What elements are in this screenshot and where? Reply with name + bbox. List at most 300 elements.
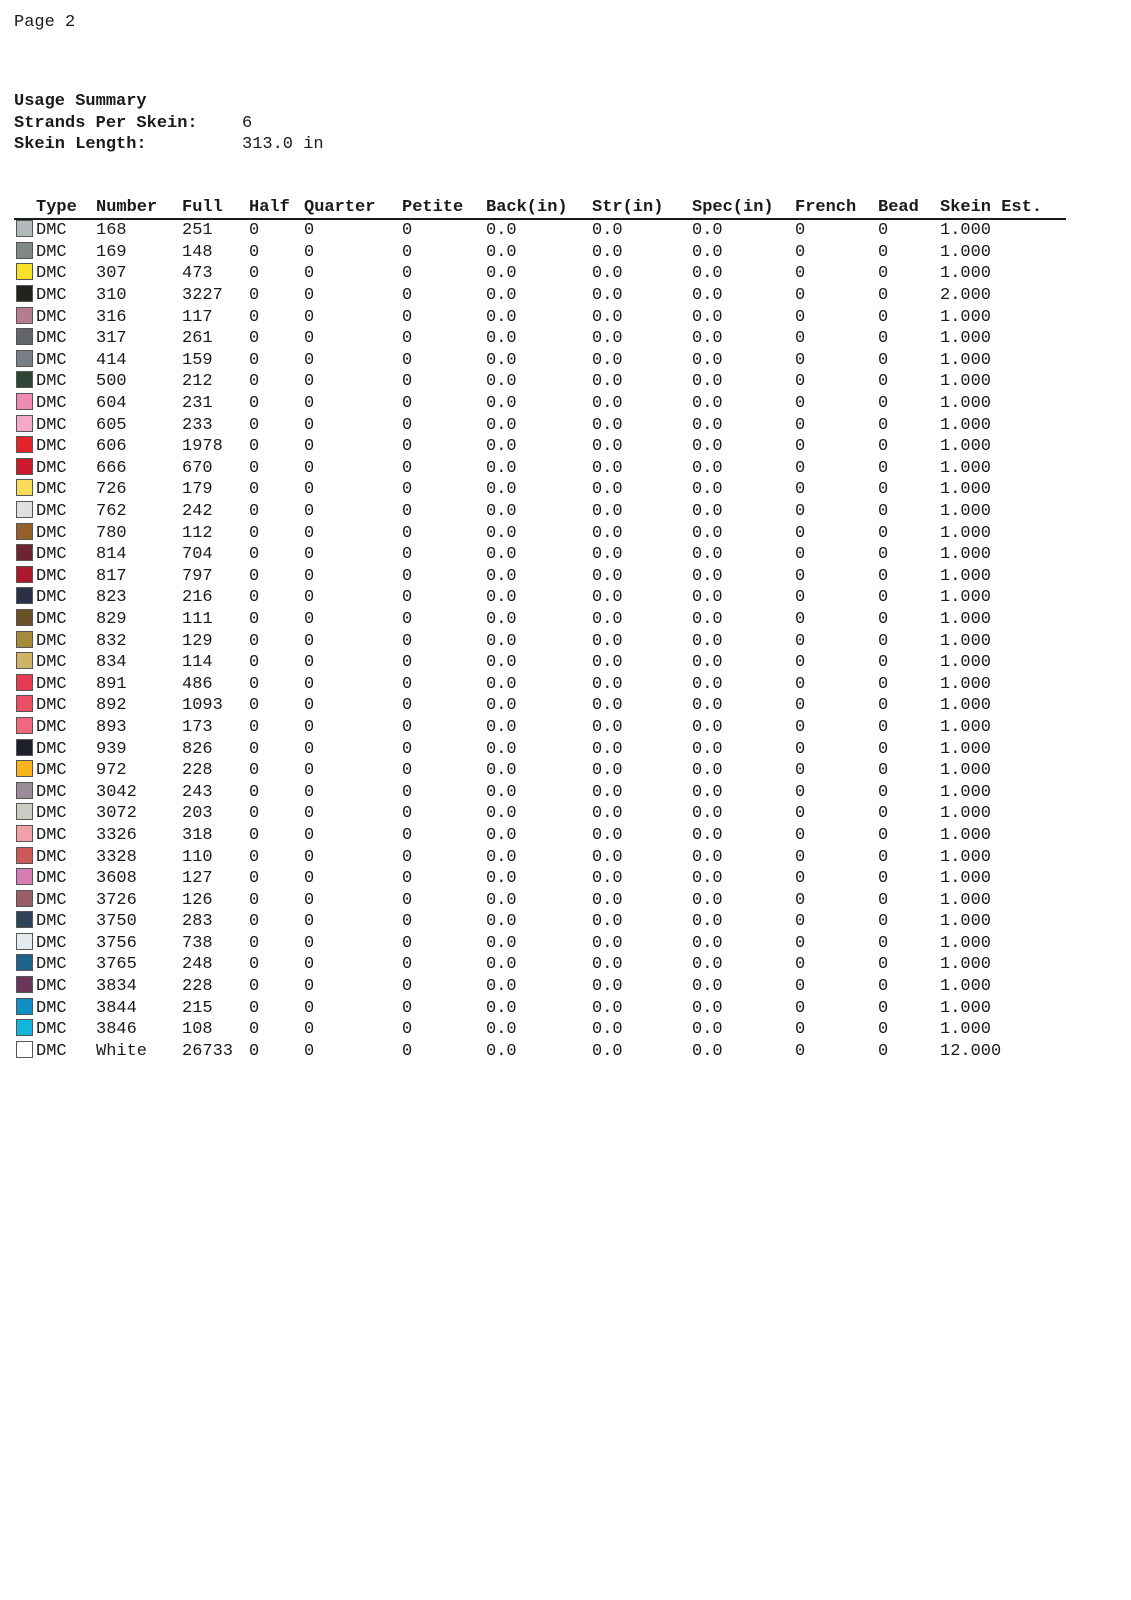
table-row <box>14 1041 1066 1063</box>
cell-bead: 0 <box>878 933 889 953</box>
cell-petite: 0 <box>402 977 413 997</box>
cell-half: 0 <box>249 782 260 802</box>
cell-full: 179 <box>182 480 213 500</box>
cell-bead: 0 <box>878 502 889 522</box>
cell-spec: 0.0 <box>692 696 723 716</box>
cell-str: 0.0 <box>592 566 623 586</box>
table-row <box>14 479 1066 501</box>
cell-petite: 0 <box>402 415 413 435</box>
cell-petite: 0 <box>402 523 413 543</box>
cell-full: 203 <box>182 804 213 824</box>
table-row <box>14 717 1066 739</box>
cell-half: 0 <box>249 264 260 284</box>
cell-back: 0.0 <box>486 1020 517 1040</box>
cell-type: DMC <box>36 609 67 629</box>
table-row <box>14 566 1066 588</box>
cell-full: 127 <box>182 869 213 889</box>
cell-half: 0 <box>249 221 260 241</box>
cell-full: 704 <box>182 545 213 565</box>
cell-quarter: 0 <box>304 545 315 565</box>
strands-per-skein-row <box>14 113 324 135</box>
color-swatch <box>16 350 33 367</box>
color-swatch <box>16 868 33 885</box>
cell-bead: 0 <box>878 372 889 392</box>
cell-back: 0.0 <box>486 739 517 759</box>
cell-half: 0 <box>249 329 260 349</box>
cell-bead: 0 <box>878 221 889 241</box>
cell-type: DMC <box>36 372 67 392</box>
cell-back: 0.0 <box>486 221 517 241</box>
cell-quarter: 0 <box>304 286 315 306</box>
cell-half: 0 <box>249 394 260 414</box>
cell-french: 0 <box>795 458 806 478</box>
cell-str: 0.0 <box>592 631 623 651</box>
color-swatch-cell <box>14 717 36 739</box>
cell-number: 316 <box>96 307 127 327</box>
cell-french: 0 <box>795 847 806 867</box>
color-swatch-cell <box>14 1019 36 1041</box>
cell-bead: 0 <box>878 782 889 802</box>
color-swatch <box>16 760 33 777</box>
cell-petite: 0 <box>402 307 413 327</box>
cell-bead: 0 <box>878 329 889 349</box>
cell-skein: 12.000 <box>940 1041 1002 1061</box>
cell-french: 0 <box>795 480 806 500</box>
cell-spec: 0.0 <box>692 437 723 457</box>
cell-spec: 0.0 <box>692 998 723 1018</box>
cell-quarter: 0 <box>304 631 315 651</box>
cell-str: 0.0 <box>592 1041 623 1061</box>
table-row <box>14 242 1066 264</box>
header-spec: Spec(in) <box>692 196 795 219</box>
cell-petite: 0 <box>402 286 413 306</box>
usage-table-body <box>14 219 1066 1062</box>
cell-french: 0 <box>795 739 806 759</box>
cell-type: DMC <box>36 566 67 586</box>
cell-full: 111 <box>182 609 213 629</box>
cell-quarter: 0 <box>304 372 315 392</box>
cell-french: 0 <box>795 631 806 651</box>
cell-str: 0.0 <box>592 458 623 478</box>
cell-type: DMC <box>36 761 67 781</box>
cell-petite: 0 <box>402 653 413 673</box>
cell-full: 228 <box>182 761 213 781</box>
cell-petite: 0 <box>402 458 413 478</box>
cell-back: 0.0 <box>486 804 517 824</box>
color-swatch-cell <box>14 976 36 998</box>
cell-half: 0 <box>249 372 260 392</box>
cell-half: 0 <box>249 307 260 327</box>
cell-skein: 1.000 <box>940 307 992 327</box>
color-swatch <box>16 976 33 993</box>
cell-type: DMC <box>36 264 67 284</box>
cell-str: 0.0 <box>592 609 623 629</box>
cell-bead: 0 <box>878 588 889 608</box>
cell-quarter: 0 <box>304 761 315 781</box>
cell-quarter: 0 <box>304 502 315 522</box>
cell-quarter: 0 <box>304 955 315 975</box>
table-row <box>14 652 1066 674</box>
cell-str: 0.0 <box>592 502 623 522</box>
cell-french: 0 <box>795 653 806 673</box>
cell-bead: 0 <box>878 307 889 327</box>
cell-back: 0.0 <box>486 955 517 975</box>
cell-quarter: 0 <box>304 890 315 910</box>
cell-number: 3042 <box>96 782 137 802</box>
cell-skein: 1.000 <box>940 350 992 370</box>
cell-str: 0.0 <box>592 286 623 306</box>
color-swatch-cell <box>14 695 36 717</box>
cell-skein: 1.000 <box>940 804 992 824</box>
cell-half: 0 <box>249 674 260 694</box>
color-swatch <box>16 479 33 496</box>
cell-skein: 1.000 <box>940 1020 992 1040</box>
cell-bead: 0 <box>878 523 889 543</box>
cell-spec: 0.0 <box>692 502 723 522</box>
page-label: Page 2 <box>14 13 76 32</box>
cell-half: 0 <box>249 480 260 500</box>
cell-type: DMC <box>36 588 67 608</box>
cell-skein: 2.000 <box>940 286 992 306</box>
cell-bead: 0 <box>878 912 889 932</box>
cell-half: 0 <box>249 890 260 910</box>
header-type: Type <box>36 196 96 219</box>
cell-number: 307 <box>96 264 127 284</box>
color-swatch <box>16 307 33 324</box>
color-swatch <box>16 674 33 691</box>
cell-half: 0 <box>249 955 260 975</box>
color-swatch <box>16 501 33 518</box>
color-swatch-cell <box>14 501 36 523</box>
cell-french: 0 <box>795 1020 806 1040</box>
cell-bead: 0 <box>878 458 889 478</box>
cell-french: 0 <box>795 307 806 327</box>
cell-full: 283 <box>182 912 213 932</box>
cell-petite: 0 <box>402 329 413 349</box>
color-swatch <box>16 803 33 820</box>
cell-skein: 1.000 <box>940 717 992 737</box>
cell-half: 0 <box>249 286 260 306</box>
cell-bead: 0 <box>878 609 889 629</box>
cell-bead: 0 <box>878 1020 889 1040</box>
cell-spec: 0.0 <box>692 674 723 694</box>
cell-full: 318 <box>182 825 213 845</box>
cell-quarter: 0 <box>304 458 315 478</box>
cell-bead: 0 <box>878 242 889 262</box>
cell-str: 0.0 <box>592 437 623 457</box>
cell-skein: 1.000 <box>940 847 992 867</box>
cell-french: 0 <box>795 761 806 781</box>
cell-bead: 0 <box>878 804 889 824</box>
cell-back: 0.0 <box>486 437 517 457</box>
cell-half: 0 <box>249 545 260 565</box>
cell-full: 826 <box>182 739 213 759</box>
cell-back: 0.0 <box>486 1041 517 1061</box>
cell-number: 3844 <box>96 998 137 1018</box>
cell-petite: 0 <box>402 804 413 824</box>
cell-number: 3765 <box>96 955 137 975</box>
cell-spec: 0.0 <box>692 977 723 997</box>
cell-french: 0 <box>795 998 806 1018</box>
cell-str: 0.0 <box>592 242 623 262</box>
cell-spec: 0.0 <box>692 566 723 586</box>
cell-type: DMC <box>36 415 67 435</box>
table-row <box>14 350 1066 372</box>
cell-spec: 0.0 <box>692 890 723 910</box>
cell-back: 0.0 <box>486 998 517 1018</box>
cell-french: 0 <box>795 1041 806 1061</box>
color-swatch-cell <box>14 933 36 955</box>
color-swatch-cell <box>14 760 36 782</box>
cell-skein: 1.000 <box>940 566 992 586</box>
cell-bead: 0 <box>878 977 889 997</box>
cell-quarter: 0 <box>304 437 315 457</box>
color-swatch-cell <box>14 609 36 631</box>
cell-type: DMC <box>36 631 67 651</box>
cell-number: 834 <box>96 653 127 673</box>
cell-skein: 1.000 <box>940 890 992 910</box>
table-row <box>14 306 1066 328</box>
skein-length-value: 313.0 in <box>242 135 324 154</box>
cell-french: 0 <box>795 437 806 457</box>
color-swatch <box>16 415 33 432</box>
cell-full: 670 <box>182 458 213 478</box>
cell-type: DMC <box>36 1020 67 1040</box>
color-swatch-cell <box>14 825 36 847</box>
cell-petite: 0 <box>402 502 413 522</box>
cell-type: DMC <box>36 221 67 241</box>
cell-full: 486 <box>182 674 213 694</box>
cell-str: 0.0 <box>592 998 623 1018</box>
cell-type: DMC <box>36 717 67 737</box>
cell-french: 0 <box>795 242 806 262</box>
cell-skein: 1.000 <box>940 739 992 759</box>
table-row <box>14 1019 1066 1041</box>
cell-str: 0.0 <box>592 696 623 716</box>
cell-half: 0 <box>249 1020 260 1040</box>
cell-full: 233 <box>182 415 213 435</box>
color-swatch-cell <box>14 566 36 588</box>
cell-str: 0.0 <box>592 350 623 370</box>
cell-spec: 0.0 <box>692 523 723 543</box>
cell-type: DMC <box>36 804 67 824</box>
cell-bead: 0 <box>878 955 889 975</box>
cell-type: DMC <box>36 307 67 327</box>
cell-full: 231 <box>182 394 213 414</box>
table-row <box>14 738 1066 760</box>
cell-str: 0.0 <box>592 264 623 284</box>
color-swatch <box>16 544 33 561</box>
cell-petite: 0 <box>402 566 413 586</box>
cell-spec: 0.0 <box>692 847 723 867</box>
cell-quarter: 0 <box>304 804 315 824</box>
color-swatch <box>16 285 33 302</box>
cell-type: DMC <box>36 480 67 500</box>
cell-full: 215 <box>182 998 213 1018</box>
color-swatch-cell <box>14 414 36 436</box>
cell-half: 0 <box>249 847 260 867</box>
table-row <box>14 825 1066 847</box>
cell-bead: 0 <box>878 847 889 867</box>
cell-half: 0 <box>249 437 260 457</box>
cell-type: DMC <box>36 674 67 694</box>
table-row <box>14 933 1066 955</box>
color-swatch <box>16 587 33 604</box>
strands-value: 6 <box>242 113 253 133</box>
cell-petite: 0 <box>402 847 413 867</box>
cell-back: 0.0 <box>486 912 517 932</box>
cell-spec: 0.0 <box>692 1041 723 1061</box>
cell-spec: 0.0 <box>692 933 723 953</box>
cell-type: DMC <box>36 502 67 522</box>
cell-str: 0.0 <box>592 394 623 414</box>
cell-back: 0.0 <box>486 545 517 565</box>
cell-type: DMC <box>36 739 67 759</box>
cell-bead: 0 <box>878 653 889 673</box>
color-swatch-cell <box>14 393 36 415</box>
table-row <box>14 803 1066 825</box>
cell-spec: 0.0 <box>692 653 723 673</box>
cell-full: 216 <box>182 588 213 608</box>
cell-petite: 0 <box>402 437 413 457</box>
color-swatch <box>16 695 33 712</box>
cell-petite: 0 <box>402 717 413 737</box>
cell-number: 3750 <box>96 912 137 932</box>
header-half: Half <box>249 196 304 219</box>
color-swatch <box>16 523 33 540</box>
cell-quarter: 0 <box>304 696 315 716</box>
cell-number: 310 <box>96 286 127 306</box>
cell-half: 0 <box>249 912 260 932</box>
cell-type: DMC <box>36 437 67 457</box>
cell-type: DMC <box>36 998 67 1018</box>
cell-number: 605 <box>96 415 127 435</box>
cell-number: 606 <box>96 437 127 457</box>
cell-skein: 1.000 <box>940 545 992 565</box>
cell-quarter: 0 <box>304 221 315 241</box>
cell-petite: 0 <box>402 674 413 694</box>
cell-bead: 0 <box>878 437 889 457</box>
cell-back: 0.0 <box>486 350 517 370</box>
cell-quarter: 0 <box>304 480 315 500</box>
cell-petite: 0 <box>402 545 413 565</box>
cell-str: 0.0 <box>592 523 623 543</box>
cell-quarter: 0 <box>304 739 315 759</box>
table-row <box>14 371 1066 393</box>
color-swatch-cell <box>14 738 36 760</box>
color-swatch-cell <box>14 306 36 328</box>
cell-skein: 1.000 <box>940 221 992 241</box>
cell-full: 108 <box>182 1020 213 1040</box>
color-swatch-cell <box>14 954 36 976</box>
cell-type: DMC <box>36 912 67 932</box>
cell-type: DMC <box>36 977 67 997</box>
cell-bead: 0 <box>878 394 889 414</box>
table-row <box>14 414 1066 436</box>
cell-petite: 0 <box>402 264 413 284</box>
color-swatch-cell <box>14 587 36 609</box>
cell-number: 726 <box>96 480 127 500</box>
cell-french: 0 <box>795 523 806 543</box>
color-swatch <box>16 739 33 756</box>
cell-bead: 0 <box>878 998 889 1018</box>
cell-number: 414 <box>96 350 127 370</box>
cell-full: 251 <box>182 221 213 241</box>
cell-skein: 1.000 <box>940 631 992 651</box>
cell-full: 243 <box>182 782 213 802</box>
cell-french: 0 <box>795 502 806 522</box>
cell-french: 0 <box>795 545 806 565</box>
cell-full: 261 <box>182 329 213 349</box>
cell-petite: 0 <box>402 869 413 889</box>
cell-back: 0.0 <box>486 869 517 889</box>
cell-full: 126 <box>182 890 213 910</box>
cell-quarter: 0 <box>304 847 315 867</box>
cell-back: 0.0 <box>486 717 517 737</box>
cell-skein: 1.000 <box>940 912 992 932</box>
cell-quarter: 0 <box>304 674 315 694</box>
cell-spec: 0.0 <box>692 955 723 975</box>
table-row <box>14 587 1066 609</box>
cell-number: 3834 <box>96 977 137 997</box>
cell-spec: 0.0 <box>692 415 723 435</box>
cell-back: 0.0 <box>486 458 517 478</box>
cell-quarter: 0 <box>304 869 315 889</box>
cell-half: 0 <box>249 242 260 262</box>
table-row <box>14 328 1066 350</box>
cell-back: 0.0 <box>486 609 517 629</box>
cell-petite: 0 <box>402 696 413 716</box>
color-swatch-cell <box>14 242 36 264</box>
cell-full: 1978 <box>182 437 223 457</box>
cell-skein: 1.000 <box>940 609 992 629</box>
cell-bead: 0 <box>878 415 889 435</box>
cell-quarter: 0 <box>304 588 315 608</box>
cell-petite: 0 <box>402 609 413 629</box>
cell-quarter: 0 <box>304 329 315 349</box>
color-swatch <box>16 631 33 648</box>
cell-petite: 0 <box>402 1020 413 1040</box>
color-swatch-cell <box>14 350 36 372</box>
cell-spec: 0.0 <box>692 717 723 737</box>
cell-french: 0 <box>795 566 806 586</box>
cell-petite: 0 <box>402 242 413 262</box>
color-swatch-cell <box>14 1041 36 1063</box>
cell-petite: 0 <box>402 912 413 932</box>
cell-bead: 0 <box>878 545 889 565</box>
cell-petite: 0 <box>402 998 413 1018</box>
cell-number: 762 <box>96 502 127 522</box>
cell-quarter: 0 <box>304 782 315 802</box>
cell-spec: 0.0 <box>692 307 723 327</box>
cell-number: 3072 <box>96 804 137 824</box>
cell-spec: 0.0 <box>692 825 723 845</box>
cell-spec: 0.0 <box>692 1020 723 1040</box>
cell-petite: 0 <box>402 372 413 392</box>
cell-skein: 1.000 <box>940 523 992 543</box>
table-row <box>14 436 1066 458</box>
color-swatch <box>16 1019 33 1036</box>
cell-petite: 0 <box>402 588 413 608</box>
cell-full: 248 <box>182 955 213 975</box>
summary-title: Usage Summary <box>14 92 147 111</box>
cell-skein: 1.000 <box>940 761 992 781</box>
cell-back: 0.0 <box>486 847 517 867</box>
cell-full: 148 <box>182 242 213 262</box>
cell-spec: 0.0 <box>692 588 723 608</box>
cell-back: 0.0 <box>486 696 517 716</box>
cell-french: 0 <box>795 977 806 997</box>
